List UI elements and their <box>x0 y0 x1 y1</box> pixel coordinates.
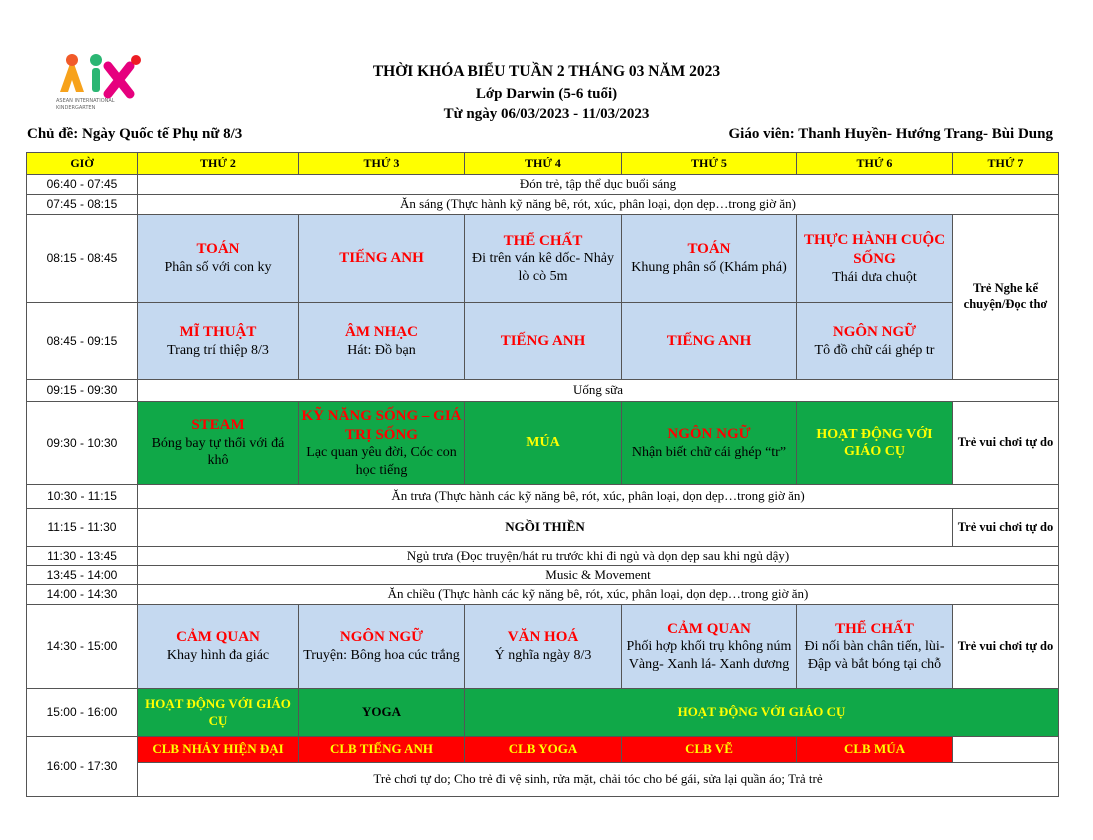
table-row <box>27 689 1059 737</box>
lesson-cell <box>138 402 299 485</box>
time-cell: 14:30 - 15:00 <box>27 605 138 689</box>
club-cell <box>138 737 299 763</box>
club-cell <box>299 737 465 763</box>
header-row <box>27 153 1059 175</box>
time-cell: 08:15 - 08:45 <box>27 215 138 303</box>
time-cell: 13:45 - 14:00 <box>27 566 138 585</box>
club-label: CLB YOGA <box>508 741 578 757</box>
table-row <box>27 485 1059 509</box>
table-row <box>27 566 1059 585</box>
lesson-cell <box>797 303 953 380</box>
table-row <box>27 303 1059 380</box>
club-cell <box>465 737 622 763</box>
table-row <box>27 402 1059 485</box>
table-row <box>27 605 1059 689</box>
table-row <box>27 763 1059 797</box>
lesson-cell <box>138 605 299 689</box>
lesson-cell <box>138 215 299 303</box>
time-cell: 15:00 - 16:00 <box>27 689 138 737</box>
lesson-desc: Khung phân số (Khám phá) <box>631 260 787 276</box>
lesson-desc: Hát: Đồ bạn <box>347 342 416 358</box>
page-title: THỜI KHÓA BIỂU TUẦN 2 THÁNG 03 NĂM 2023 <box>372 63 721 80</box>
time-cell: 10:30 - 11:15 <box>27 485 138 509</box>
club-cell <box>797 737 953 763</box>
saturday-cell: Trẻ vui chơi tự do <box>953 402 1059 485</box>
club-label: CLB VẼ <box>685 741 733 757</box>
subject-label: KỸ NĂNG SỐNG – GIÁ TRỊ SỐNG <box>301 407 462 443</box>
lesson-cell: YOGA <box>299 689 465 737</box>
lesson-cell <box>299 215 465 303</box>
subject-label: TIẾNG ANH <box>500 332 586 349</box>
col-tue: THỨ 3 <box>299 153 465 175</box>
subject-label: TOÁN <box>687 241 731 258</box>
table-row <box>27 195 1059 215</box>
lesson-cell <box>797 215 953 303</box>
subject-label: TIẾNG ANH <box>339 250 424 267</box>
table-row <box>27 737 1059 763</box>
table-row <box>27 175 1059 195</box>
class-name: Lớp Darwin (5-6 tuổi) <box>475 86 618 102</box>
time-cell: 11:30 - 13:45 <box>27 547 138 566</box>
lesson-desc: Khay hình đa giác <box>166 648 270 664</box>
table-row <box>27 509 1059 547</box>
activity-cell: Uống sữa <box>138 380 1059 402</box>
lesson-desc: Nhận biết chữ cái ghép “tr” <box>631 444 787 460</box>
lesson-desc: Ý nghĩa ngày 8/3 <box>494 648 592 664</box>
col-fri: THỨ 6 <box>797 153 953 175</box>
activity-cell: Trẻ chơi tự do; Cho trẻ đi vệ sinh, rửa mặt, chải tóc cho bé gái, sửa lại quần áo; Trả trẻ <box>138 763 1059 797</box>
time-cell: 11:15 - 11:30 <box>27 509 138 547</box>
subject-label: CẢM QUAN <box>667 620 751 637</box>
col-thu: THỨ 5 <box>622 153 797 175</box>
lesson-cell <box>138 689 299 737</box>
lesson-cell <box>465 215 622 303</box>
saturday-cell: Trẻ Nghe kể chuyện/Đọc thơ <box>953 215 1059 380</box>
subject-label: THỰC HÀNH CUỘC SỐNG <box>803 232 946 267</box>
time-cell: 09:30 - 10:30 <box>27 402 138 485</box>
lesson-cell <box>622 215 797 303</box>
lesson-cell <box>465 689 1059 737</box>
lesson-cell <box>622 605 797 689</box>
subject-label: THỂ CHẤT <box>503 232 583 249</box>
timetable <box>26 152 1059 797</box>
lesson-cell <box>465 605 622 689</box>
topic-label: Chủ đề: Ngày Quốc tế Phụ nữ 8/3 <box>27 126 243 142</box>
table-row <box>27 380 1059 402</box>
lesson-cell <box>622 303 797 380</box>
school-logo <box>52 52 164 112</box>
activity-cell: Đón trẻ, tập thể dục buổi sáng <box>138 175 1059 195</box>
table-row <box>27 215 1059 303</box>
subject-label: STEAM <box>191 417 245 434</box>
lesson-cell <box>797 402 953 485</box>
lesson-desc: Đi trên ván kê dốc- Nhảy lò cò 5m <box>472 251 614 284</box>
date-range: Từ ngày 06/03/2023 - 11/03/2023 <box>443 106 650 122</box>
lesson-desc: Tô đồ chữ cái ghép tr <box>814 342 935 358</box>
lesson-cell <box>465 402 622 485</box>
club-label: CLB NHẢY HIỆN ĐẠI <box>152 741 284 757</box>
activity-cell: Ăn trưa (Thực hành các kỹ năng bê, rót, xúc, phân loại, dọn dẹp…trong giờ ăn) <box>138 485 1059 509</box>
time-cell: 08:45 - 09:15 <box>27 303 138 380</box>
activity-cell: Ăn chiều (Thực hành các kỹ năng bê, rót, xúc, phân loại, dọn dẹp…trong giờ ăn) <box>138 585 1059 605</box>
club-label: CLB MÚA <box>843 741 906 757</box>
svg-text:ASEAN INTERNATIONAL: ASEAN INTERNATIONAL <box>56 98 115 104</box>
time-cell: 06:40 - 07:45 <box>27 175 138 195</box>
subject-label: HOẠT ĐỘNG VỚI GIÁO CỤ <box>816 426 933 459</box>
subject-label: TOÁN <box>196 241 240 258</box>
lesson-desc: Bóng bay tự thổi với đá khô <box>151 435 285 469</box>
empty-cell <box>953 737 1059 763</box>
subject-label: TIẾNG ANH <box>666 332 752 349</box>
club-cell <box>622 737 797 763</box>
teachers-label: Giáo viên: Thanh Huyền- Hướng Trang- Bùi Dung <box>728 126 1053 142</box>
lesson-cell <box>299 605 465 689</box>
lesson-cell <box>622 402 797 485</box>
lesson-cell <box>138 303 299 380</box>
club-label: CLB TIẾNG ANH <box>329 741 434 757</box>
subject-label: NGÔN NGỮ <box>832 323 917 340</box>
lesson-cell <box>465 303 622 380</box>
time-cell: 07:45 - 08:15 <box>27 195 138 215</box>
activity-cell: Ăn sáng (Thực hành kỹ năng bê, rót, xúc, phân loại, dọn dẹp…trong giờ ăn) <box>138 195 1059 215</box>
subject-label: NGÔN NGỮ <box>339 629 424 646</box>
subject-label: THỂ CHẤT <box>835 620 914 637</box>
lesson-desc: Trang trí thiệp 8/3 <box>167 342 269 358</box>
subject-label: MĨ THUẬT <box>179 323 257 340</box>
col-wed: THỨ 4 <box>465 153 622 175</box>
col-sat: THỨ 7 <box>953 153 1059 175</box>
lesson-desc: Phối hợp khối trụ không núm Vàng- Xanh lá- Xanh dương <box>626 639 792 672</box>
col-mon: THỨ 2 <box>138 153 299 175</box>
saturday-cell: Trẻ vui chơi tự do <box>953 509 1059 547</box>
subject-label: MÚA <box>526 435 560 451</box>
lesson-desc: Lạc quan yêu đời, Cóc con học tiếng <box>306 445 457 478</box>
lesson-desc: Đi nối bàn chân tiến, lùi- Đập và bắt bóng tại chỗ <box>804 639 945 672</box>
table-row <box>27 547 1059 566</box>
time-cell: 16:00 - 17:30 <box>27 737 138 797</box>
lesson-desc: Phân số với con ky <box>164 260 272 276</box>
subject-label: HOẠT ĐỘNG VỚI GIÁO CỤ <box>677 704 846 720</box>
col-time: GIỜ <box>27 153 138 175</box>
time-cell: 09:15 - 09:30 <box>27 380 138 402</box>
subject-label: CẢM QUAN <box>176 629 260 646</box>
time-cell: 14:00 - 14:30 <box>27 585 138 605</box>
lesson-desc: Truyện: Bông hoa cúc trắng <box>303 648 460 664</box>
table-row <box>27 585 1059 605</box>
activity-cell: Music & Movement <box>138 566 1059 585</box>
svg-text:KINDERGARTEN: KINDERGARTEN <box>56 105 96 111</box>
lesson-cell <box>299 303 465 380</box>
lesson-cell <box>797 605 953 689</box>
lesson-desc: Thái dưa chuột <box>832 269 917 285</box>
activity-cell: Ngủ trưa (Đọc truyện/hát ru trước khi đi ngủ và dọn dẹp sau khi ngủ dậy) <box>138 547 1059 566</box>
subject-label: ÂM NHẠC <box>345 323 418 340</box>
saturday-cell: Trẻ vui chơi tự do <box>953 605 1059 689</box>
subject-label: HOẠT ĐỘNG VỚI GIÁO CỤ <box>145 696 291 728</box>
activity-cell: NGỒI THIỀN <box>138 509 953 547</box>
subject-label: NGÔN NGỮ <box>667 425 751 442</box>
subject-label: VĂN HOÁ <box>507 629 579 646</box>
lesson-cell <box>299 402 465 485</box>
